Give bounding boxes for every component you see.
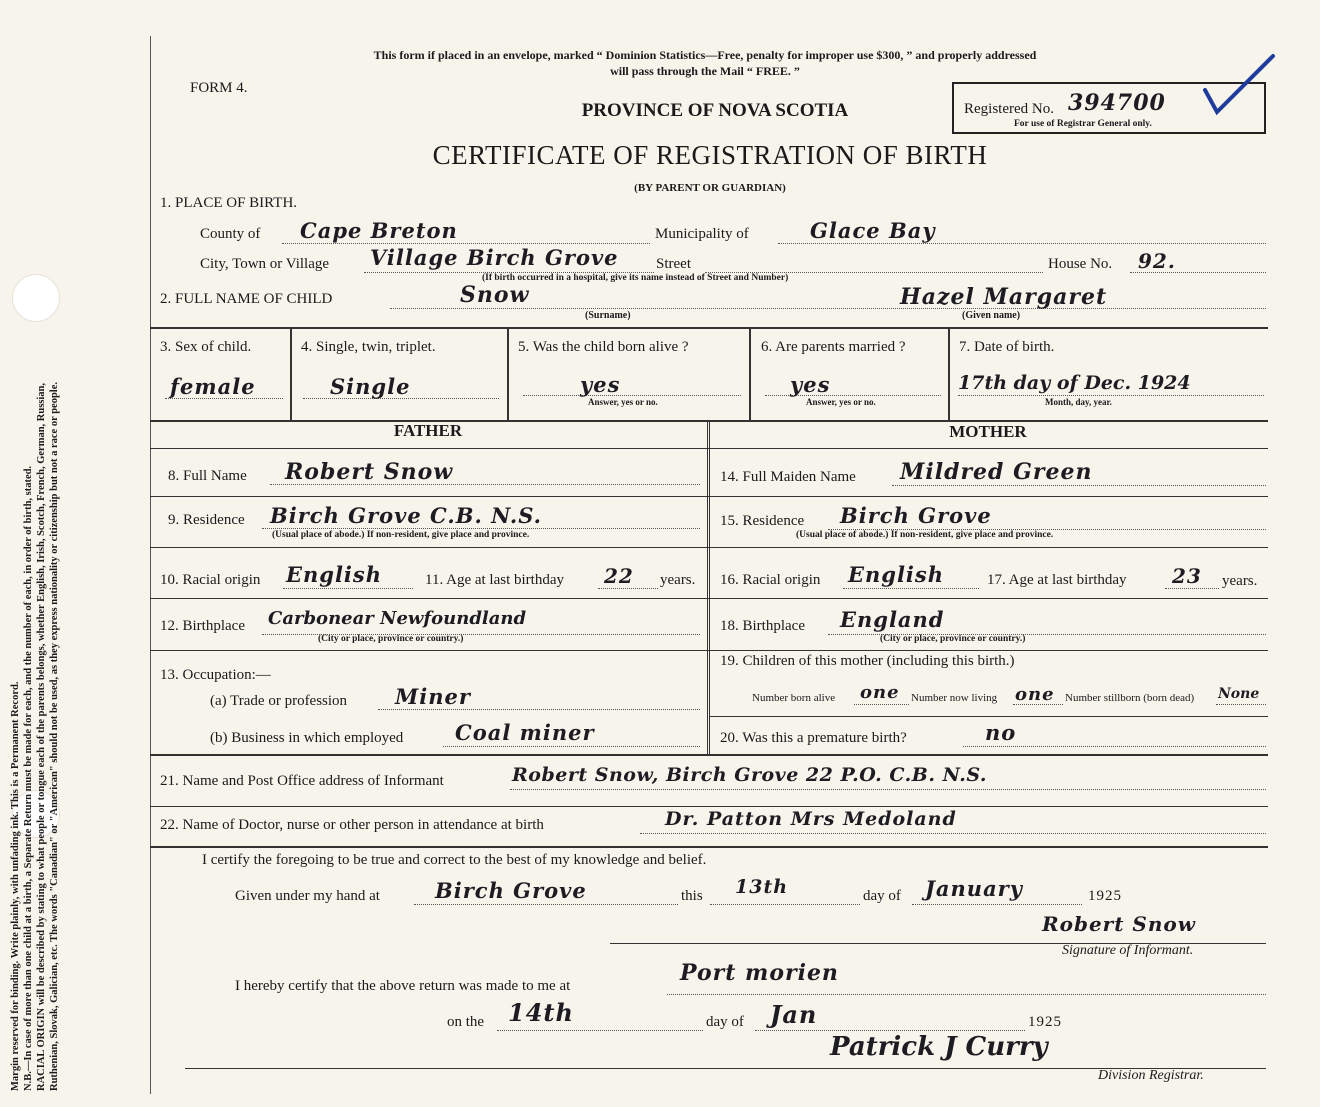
child-surname-value: Snow bbox=[460, 282, 530, 308]
registrar-statement: I hereby certify that the above return was made to me at bbox=[235, 978, 571, 994]
divider-6-7 bbox=[948, 327, 950, 420]
father-residence-caption: (Usual place of abode.) If non-resident, give place and province. bbox=[272, 530, 530, 540]
stillborn-label: Number stillborn (born dead) bbox=[1065, 692, 1195, 704]
mother-racial-line bbox=[843, 588, 979, 589]
registrar-day-value: 14th bbox=[508, 998, 574, 1027]
rule-below-children bbox=[710, 716, 1268, 717]
mother-name-line bbox=[892, 485, 1266, 486]
premature-value: no bbox=[985, 720, 1017, 745]
registrar-note: For use of Registrar General only. bbox=[1014, 119, 1152, 129]
province-heading: PROVINCE OF NOVA SCOTIA bbox=[581, 100, 849, 121]
mother-racial-label: 16. Racial origin bbox=[720, 572, 821, 588]
registrar-month-line bbox=[755, 1030, 1025, 1031]
given-place-value: Birch Grove bbox=[435, 878, 587, 903]
trade-line bbox=[378, 709, 700, 710]
father-racial-value: English bbox=[286, 562, 383, 587]
business-label: (b) Business in which employed bbox=[210, 730, 404, 746]
alive-caption: Answer, yes or no. bbox=[588, 397, 658, 407]
mother-name-label: 14. Full Maiden Name bbox=[720, 469, 856, 485]
married-caption: Answer, yes or no. bbox=[806, 397, 876, 407]
premature-line bbox=[963, 746, 1266, 747]
this-label: this bbox=[681, 888, 703, 904]
on-the-label: on the bbox=[447, 1014, 485, 1030]
father-heading: FATHER bbox=[393, 421, 463, 440]
trade-value: Miner bbox=[395, 684, 471, 709]
registrar-month-value: Jan bbox=[770, 1000, 818, 1029]
born-alive-label: Number born alive bbox=[752, 692, 836, 704]
given-month-line bbox=[912, 904, 1082, 905]
divider-3-4 bbox=[290, 327, 292, 420]
father-residence-value: Birch Grove C.B. N.S. bbox=[270, 503, 542, 528]
born-alive-line bbox=[854, 704, 909, 705]
county-value: Cape Breton bbox=[300, 218, 458, 243]
occupation-label: 13. Occupation:— bbox=[160, 667, 271, 683]
given-year-value: 1925 bbox=[1088, 888, 1122, 904]
father-racial-line bbox=[283, 588, 413, 589]
mother-residence-label: 15. Residence bbox=[720, 513, 805, 529]
registered-label: Registered No. bbox=[964, 101, 1054, 117]
place-heading: 1. PLACE OF BIRTH. bbox=[160, 195, 298, 211]
father-residence-label: 9. Residence bbox=[168, 512, 245, 528]
county-line bbox=[282, 243, 650, 244]
municipality-label: Municipality of bbox=[655, 226, 749, 242]
sex-value: female bbox=[170, 374, 256, 399]
sex-label: 3. Sex of child. bbox=[160, 339, 252, 355]
married-label: 6. Are parents married ? bbox=[761, 339, 906, 355]
given-day-line bbox=[710, 904, 860, 905]
dob-caption: Month, day, year. bbox=[1045, 397, 1112, 407]
father-residence-line bbox=[262, 528, 700, 529]
dob-value: 17th day of Dec. 1924 bbox=[958, 372, 1191, 394]
mail-note bbox=[230, 47, 1180, 79]
registrar-signature: Patrick J Curry bbox=[830, 1032, 1048, 1062]
alive-value: yes bbox=[580, 372, 621, 397]
column-divider bbox=[707, 420, 710, 754]
stillborn-line bbox=[1216, 704, 1266, 705]
father-birthplace-caption: (City or place, province or country.) bbox=[318, 634, 464, 644]
trade-label: (a) Trade or profession bbox=[210, 693, 348, 709]
mail-note-line-2: will pass through the Mail “ FREE. ” bbox=[610, 64, 800, 78]
mother-age-line bbox=[1165, 588, 1219, 589]
margin-rule bbox=[150, 36, 151, 1094]
given-month-value: January bbox=[925, 876, 1023, 901]
house-label: House No. bbox=[1048, 256, 1113, 272]
father-age-label: 11. Age at last birthday bbox=[425, 572, 564, 588]
informant-line bbox=[510, 789, 1266, 790]
premature-label: 20. Was this a premature birth? bbox=[720, 730, 907, 746]
county-label: County of bbox=[200, 226, 261, 242]
municipality-value: Glace Bay bbox=[810, 218, 936, 243]
rule-below-residence bbox=[150, 547, 1268, 548]
child-name-label: 2. FULL NAME OF CHILD bbox=[160, 291, 333, 307]
dob-line bbox=[958, 395, 1264, 396]
father-age-value: 22 bbox=[604, 564, 634, 588]
surname-caption: (Surname) bbox=[585, 310, 631, 321]
rule-below-doctor bbox=[150, 846, 1268, 848]
father-birthplace-label: 12. Birthplace bbox=[160, 618, 245, 634]
given-place-line bbox=[414, 904, 678, 905]
mother-heading: MOTHER bbox=[949, 422, 1027, 441]
alive-line bbox=[523, 395, 741, 396]
mother-age-label: 17. Age at last birthday bbox=[987, 572, 1127, 588]
margin-line-3: RACIAL ORIGIN will be described by stating to what people or tongue each of the parents belongs, whether English, Irish, Scotch, French, German, Russian, bbox=[36, 382, 47, 1091]
registrar-place-line bbox=[667, 994, 1266, 995]
certificate-subtitle: (BY PARENT OR GUARDIAN) bbox=[634, 182, 786, 194]
checkmark-icon bbox=[1195, 50, 1280, 120]
rule-below-informant bbox=[150, 806, 1268, 807]
day-of-label: day of bbox=[863, 888, 901, 904]
informant-label: 21. Name and Post Office address of Informant bbox=[160, 773, 444, 789]
doctor-line bbox=[640, 833, 1266, 834]
street-label: Street bbox=[656, 256, 691, 272]
father-racial-label: 10. Racial origin bbox=[160, 572, 261, 588]
mother-age-value: 23 bbox=[1172, 564, 1202, 588]
business-value: Coal miner bbox=[455, 720, 595, 745]
registered-number: 394700 bbox=[1068, 90, 1166, 116]
mail-note-line-1: This form if placed in an envelope, marked “ Dominion Statistics—Free, penalty for improper use $300, ” and properly addressed bbox=[373, 48, 1037, 62]
mother-years-label: years. bbox=[1222, 573, 1258, 589]
father-years-label: years. bbox=[660, 572, 696, 588]
married-value: yes bbox=[790, 372, 831, 397]
father-name-label: 8. Full Name bbox=[168, 468, 247, 484]
divider-4-5 bbox=[507, 327, 509, 420]
father-birthplace-value: Carbonear Newfoundland bbox=[268, 608, 527, 629]
given-day-value: 13th bbox=[735, 876, 789, 898]
given-caption: (Given name) bbox=[962, 310, 1021, 321]
child-given-value: Hazel Margaret bbox=[900, 284, 1108, 310]
child-name-line bbox=[390, 308, 1266, 309]
rule-below-headings bbox=[150, 448, 1268, 449]
margin-line-4: Ruthenian, Slovak, Galician, etc. The words "Canadian" or "American" should not be used, as they express nationality or citizenship but not a race or people. bbox=[49, 382, 60, 1091]
now-living-label: Number now living bbox=[911, 692, 998, 704]
informant-signature-caption: Signature of Informant. bbox=[1062, 943, 1194, 958]
registrar-day-line bbox=[497, 1030, 703, 1031]
now-living-value: one bbox=[1015, 684, 1055, 705]
informant-value: Robert Snow, Birch Grove 22 P.O. C.B. N.S. bbox=[512, 764, 988, 786]
children-label: 19. Children of this mother (including this birth.) bbox=[720, 653, 1015, 669]
single-value: Single bbox=[330, 374, 411, 399]
mother-racial-value: English bbox=[848, 562, 945, 587]
margin-line-2: N.B.—In case of more than one child at a birth, a Separate Return must be made for each, and the number of each, in order of birth, stated. bbox=[23, 465, 34, 1091]
municipality-line bbox=[778, 243, 1266, 244]
house-value: 92. bbox=[1138, 249, 1176, 273]
mother-birthplace-caption: (City or place, province or country.) bbox=[880, 634, 1026, 644]
registrar-caption: Division Registrar. bbox=[1098, 1068, 1204, 1083]
rule-above-items-3-7 bbox=[150, 327, 1268, 329]
business-line bbox=[443, 746, 700, 747]
certificate-title: CERTIFICATE OF REGISTRATION OF BIRTH bbox=[432, 140, 988, 170]
rule-below-name bbox=[150, 496, 1268, 497]
registrar-place-value: Port morien bbox=[680, 960, 839, 986]
divider-5-6 bbox=[749, 327, 751, 420]
single-label: 4. Single, twin, triplet. bbox=[301, 339, 436, 355]
dob-label: 7. Date of birth. bbox=[959, 339, 1055, 355]
mother-residence-caption: (Usual place of abode.) If non-resident, give place and province. bbox=[796, 530, 1054, 540]
rule-below-occupation bbox=[150, 754, 1268, 756]
alive-label: 5. Was the child born alive ? bbox=[518, 339, 689, 355]
mother-residence-value: Birch Grove bbox=[840, 503, 992, 528]
father-name-value: Robert Snow bbox=[285, 459, 454, 485]
rule-below-birthplace bbox=[150, 650, 1268, 651]
margin-line-1: Margin reserved for binding. Write plainly, with unfading ink. This is a Permanent Record. bbox=[10, 681, 21, 1091]
mother-birthplace-label: 18. Birthplace bbox=[720, 618, 805, 634]
form-number: FORM 4. bbox=[190, 80, 248, 96]
given-label: Given under my hand at bbox=[235, 888, 380, 904]
doctor-label: 22. Name of Doctor, nurse or other person in attendance at birth bbox=[160, 817, 544, 833]
certify-statement: I certify the foregoing to be true and correct to the best of my knowledge and belief. bbox=[202, 852, 707, 868]
margin-instructions bbox=[9, 81, 61, 1091]
mother-name-value: Mildred Green bbox=[900, 459, 1093, 485]
informant-signature: Robert Snow bbox=[1042, 912, 1196, 936]
city-label: City, Town or Village bbox=[200, 256, 330, 272]
registrar-day-of-label: day of bbox=[706, 1014, 744, 1030]
mother-birthplace-value: England bbox=[840, 607, 945, 632]
doctor-value: Dr. Patton Mrs Medoland bbox=[665, 808, 957, 830]
father-age-line bbox=[598, 588, 658, 589]
hospital-note: (If birth occurred in a hospital, give its name instead of Street and Number) bbox=[482, 273, 789, 283]
rule-below-racial bbox=[150, 598, 1268, 599]
registrar-year-value: 1925 bbox=[1028, 1014, 1062, 1030]
city-value: Village Birch Grove bbox=[370, 245, 619, 270]
stillborn-value: None bbox=[1218, 686, 1260, 702]
born-alive-value: one bbox=[860, 682, 900, 703]
